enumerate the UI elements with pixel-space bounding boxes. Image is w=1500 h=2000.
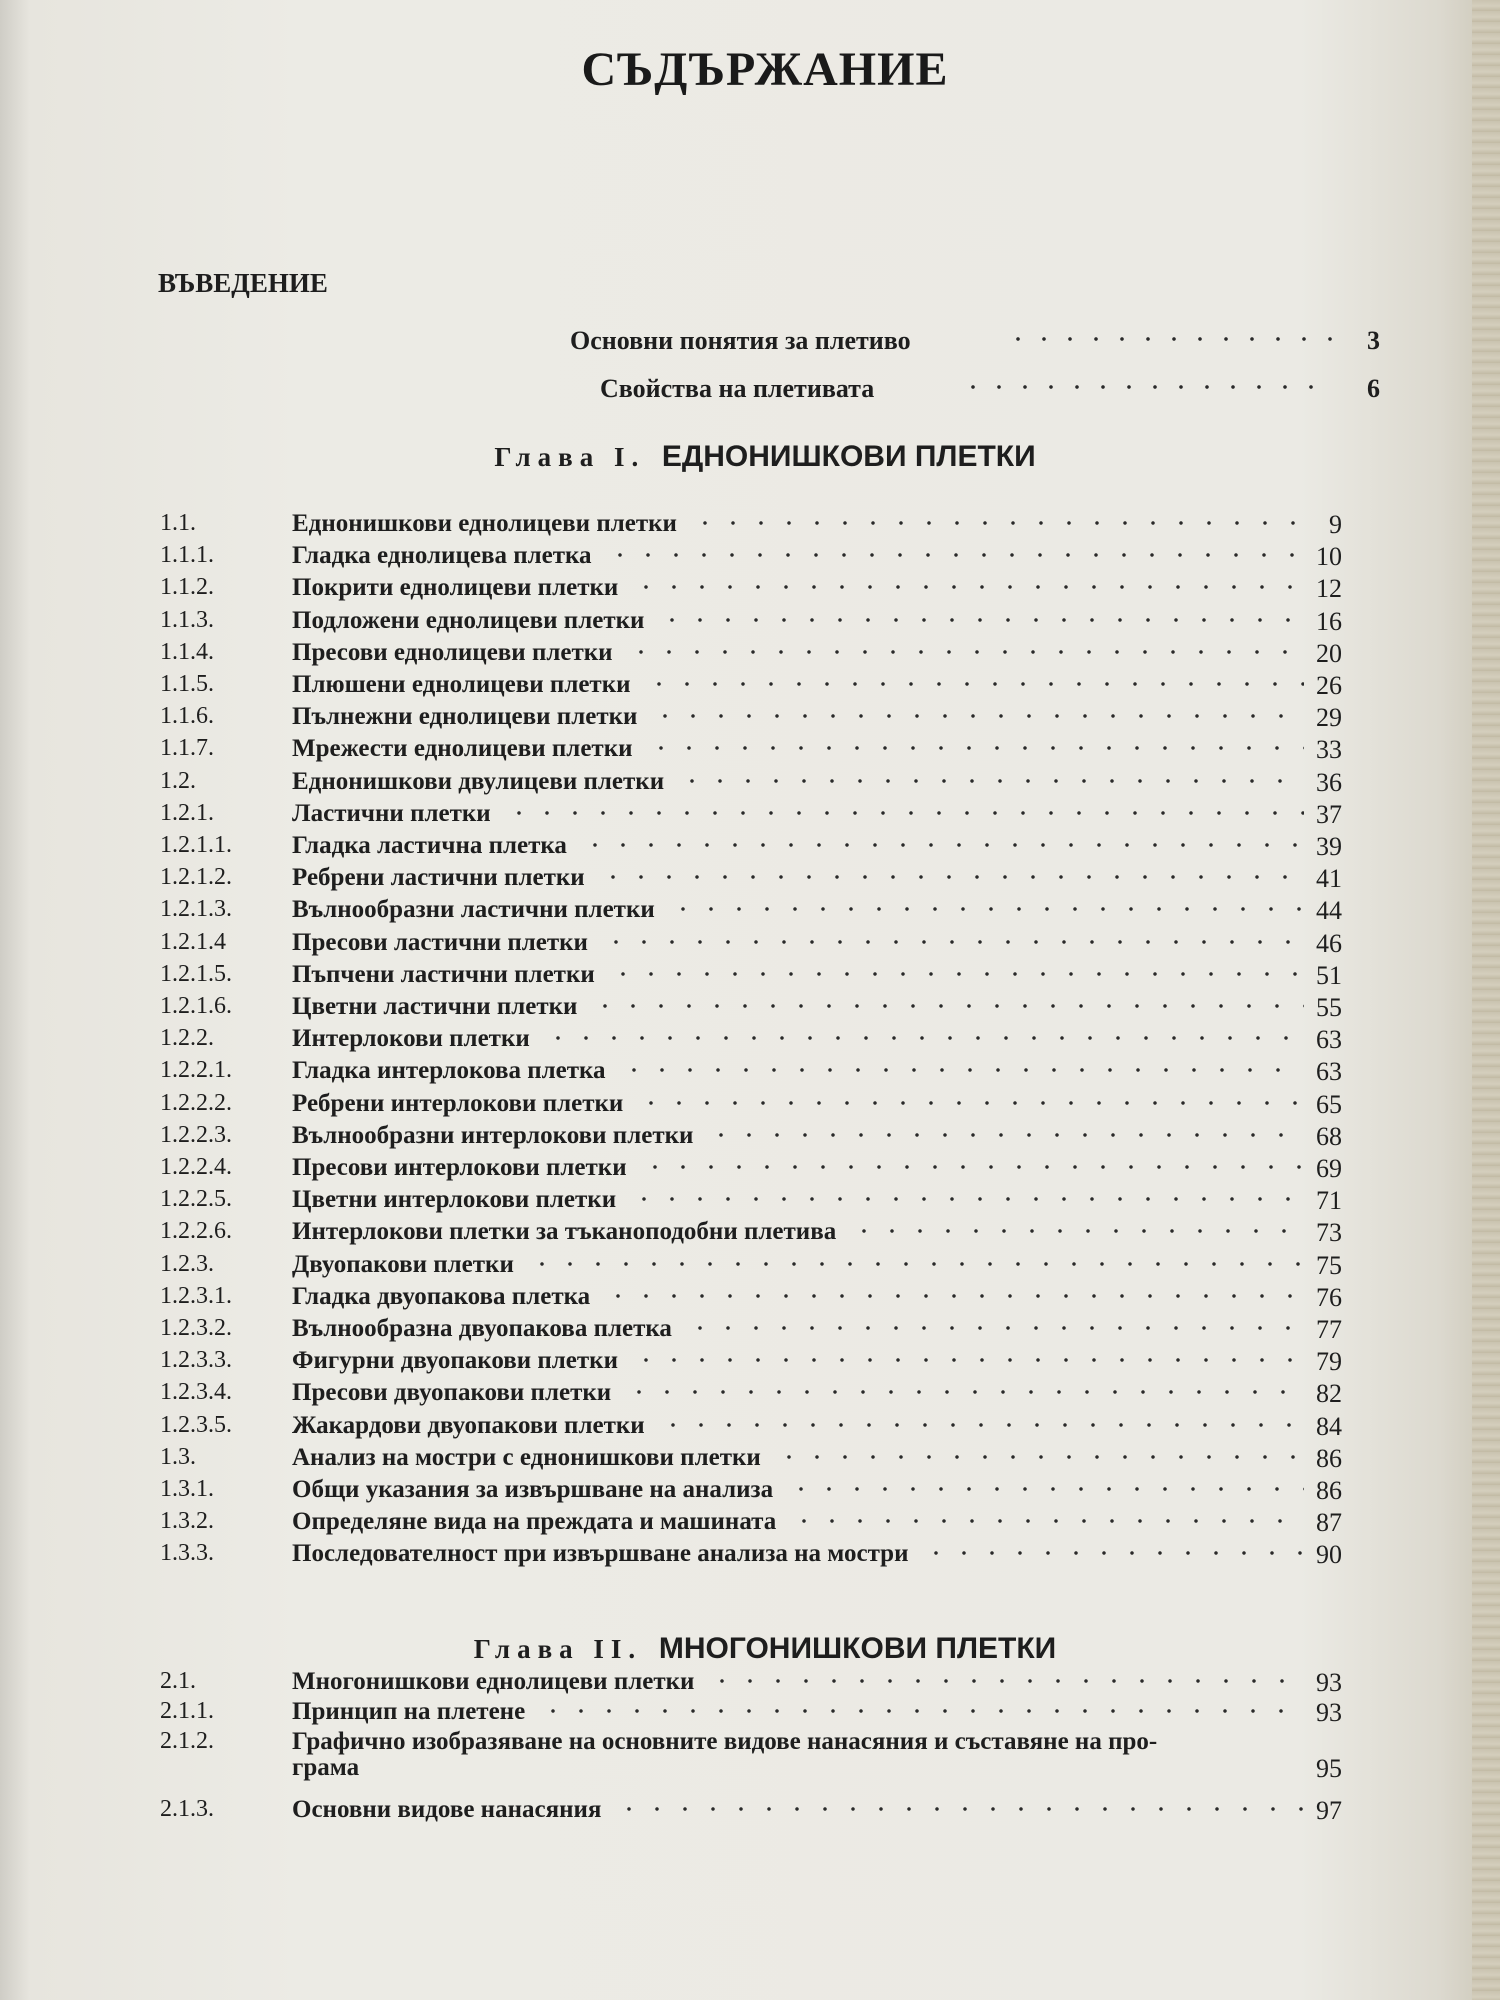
toc-entry-title: Пълнежни еднолицеви плетки <box>292 703 638 731</box>
toc-entry-page: 37 <box>1316 799 1342 829</box>
toc-entry-title: Покрити еднолицеви плетки <box>292 574 619 602</box>
toc-entry-title: Двуопакови плетки <box>292 1250 514 1278</box>
toc-entry-page: 33 <box>1316 735 1342 765</box>
toc-entry-page: 95 <box>1316 1754 1342 1783</box>
dot-leader <box>686 1325 1304 1331</box>
toc-entry-page: 86 <box>1316 1443 1342 1473</box>
toc-entry-title: Пресови ластични плетки <box>292 928 588 956</box>
dot-leader <box>790 1518 1304 1524</box>
intro-heading: ВЪВЕДЕНИЕ <box>158 268 328 298</box>
toc-entry-page: 84 <box>1316 1411 1342 1441</box>
toc-entry-number: 1.2.1.6. <box>160 993 232 1019</box>
toc-entry-title: Жакардови двуопакови плетки <box>292 1411 645 1439</box>
toc-entry-page: 63 <box>1316 1025 1342 1055</box>
intro-item-text: Свойства на плетивата <box>600 374 875 403</box>
toc-entry-page: 73 <box>1316 1218 1342 1248</box>
toc-entry-page: 86 <box>1316 1476 1342 1505</box>
toc-entry-page: 93 <box>1316 1668 1342 1697</box>
dot-leader <box>632 584 1304 590</box>
dot-leader <box>609 971 1304 977</box>
dot-leader <box>599 874 1304 880</box>
toc-entry-number: 1.2.2.5. <box>160 1186 232 1213</box>
toc-entry-page: 75 <box>1316 1250 1342 1280</box>
toc-entry-number: 1.2.1. <box>160 799 214 826</box>
dot-leader <box>658 617 1304 623</box>
toc-entry-title: Гладка еднолицева плетка <box>292 542 592 570</box>
dot-leader <box>960 384 1330 390</box>
toc-entry-title: Многонишкови еднолицеви плетки <box>292 1668 695 1695</box>
toc-entry-title: Вълнообразна двуопакова плетка <box>292 1315 672 1342</box>
toc-entry-number: 1.2.3.2. <box>160 1315 232 1341</box>
toc-entry-title: Ребрени ластични плетки <box>292 864 585 892</box>
dot-leader <box>630 1196 1304 1202</box>
toc-entry-title: Вълнообразни ластични плетки <box>292 896 655 924</box>
toc-entry-page: 76 <box>1316 1282 1342 1312</box>
toc-entry-title: Пъпчени ластични плетки <box>292 960 595 988</box>
toc-entry-page: 90 <box>1316 1540 1342 1570</box>
intro-item-text: Основни понятия за плетиво <box>570 326 911 355</box>
toc-entry-number: 1.2.3.3. <box>160 1347 232 1374</box>
toc-entry-number: 1.2.2.3. <box>160 1121 232 1148</box>
toc-entry-title: Интерлокови плетки за тъканоподобни плетива <box>292 1218 837 1246</box>
toc-entry-page: 68 <box>1316 1121 1342 1151</box>
toc-entry-page: 55 <box>1316 993 1342 1022</box>
toc-entry-page: 63 <box>1316 1057 1342 1087</box>
toc-entry-page: 97 <box>1316 1796 1342 1825</box>
dot-leader <box>615 1806 1304 1812</box>
toc-entry-page: 79 <box>1316 1347 1342 1377</box>
chapter-title: ЕДНОНИШКОВИ ПЛЕТКИ <box>661 440 1036 473</box>
toc-entry-number: 2.1. <box>160 1668 196 1694</box>
toc-entry-title: Ластични плетки <box>292 799 491 827</box>
toc-entry-number: 1.2. <box>160 767 196 794</box>
toc-entry-title: Последователност при извършване анализа на мостри <box>292 1540 909 1568</box>
dot-leader <box>1005 336 1335 342</box>
toc-entry-page: 39 <box>1316 832 1342 861</box>
toc-entry-page: 10 <box>1316 542 1342 572</box>
toc-entry-number: 1.2.2.6. <box>160 1218 232 1245</box>
toc-entry-title: Еднонишкови двулицеви плетки <box>292 767 665 795</box>
toc-entry-number: 1.1. <box>160 510 196 536</box>
chapter-heading <box>0 440 1500 474</box>
chapter-title: МНОГОНИШКОВИ ПЛЕТКИ <box>658 1632 1057 1665</box>
toc-entry-number: 1.1.3. <box>160 606 214 633</box>
dot-leader <box>641 1164 1304 1170</box>
dot-leader <box>505 810 1304 816</box>
dot-leader <box>632 1357 1304 1363</box>
dot-leader <box>678 778 1304 784</box>
toc-entry-page: 93 <box>1316 1698 1342 1727</box>
toc-entry-page: 12 <box>1316 574 1342 604</box>
toc-entry-page: 51 <box>1316 960 1342 990</box>
toc-entry-page: 36 <box>1316 767 1342 797</box>
toc-entry-number: 2.1.3. <box>160 1796 214 1822</box>
toc-entry-title: Пресови интерлокови плетки <box>292 1154 627 1181</box>
toc-entry-number: 1.2.3. <box>160 1250 214 1277</box>
toc-entry-number: 1.2.3.1. <box>160 1282 232 1309</box>
toc-entry-page: 77 <box>1316 1315 1342 1344</box>
dot-leader <box>602 939 1304 945</box>
dot-leader <box>707 1132 1304 1138</box>
toc-entry-number: 1.1.4. <box>160 638 214 665</box>
toc-entry-title: Гладка интерлокова плетка <box>292 1057 606 1085</box>
dot-leader <box>528 1261 1304 1267</box>
dot-leader <box>581 842 1304 848</box>
chapter-heading <box>0 1632 1500 1666</box>
toc-entry-title: Мрежести еднолицеви плетки <box>292 735 633 763</box>
toc-entry-number: 1.2.3.4. <box>160 1379 232 1406</box>
toc-entry-page: 87 <box>1316 1508 1342 1538</box>
toc-entry-title: Общи указания за извършване на анализа <box>292 1476 774 1503</box>
toc-entry-title: Графично изобразяване на основните видове нанасяния и съставяне на про- <box>292 1728 1158 1755</box>
dot-leader <box>645 681 1304 687</box>
dot-leader <box>787 1486 1304 1492</box>
dot-leader <box>637 1100 1304 1106</box>
dot-leader <box>922 1550 1304 1556</box>
toc-entry-number: 1.2.2. <box>160 1025 214 1052</box>
toc-entry-number: 1.2.1.1. <box>160 832 232 858</box>
toc-entry-number: 1.2.1.5. <box>160 960 232 987</box>
toc-entry-number: 1.3.3. <box>160 1540 214 1567</box>
toc-entry-page: 26 <box>1316 671 1342 700</box>
toc-entry-title: Принцип на плетене <box>292 1698 526 1725</box>
toc-entry-title: Пресови еднолицеви плетки <box>292 638 613 666</box>
dot-leader <box>850 1228 1304 1234</box>
toc-entry-number: 1.1.1. <box>160 542 214 569</box>
toc-entry-title: Плюшени еднолицеви плетки <box>292 671 631 698</box>
dot-leader <box>604 1293 1304 1299</box>
toc-entry-title: Подложени еднолицеви плетки <box>292 606 645 634</box>
toc-entry-number: 1.3. <box>160 1443 196 1470</box>
toc-entry-number: 1.2.2.4. <box>160 1154 232 1180</box>
toc-entry-title: Ребрени интерлокови плетки <box>292 1089 624 1117</box>
dot-leader <box>591 1003 1304 1009</box>
page-edge <box>1472 0 1500 2000</box>
toc-entry-title: Пресови двуопакови плетки <box>292 1379 612 1407</box>
toc-entry-title: Фигурни двуопакови плетки <box>292 1347 618 1375</box>
dot-leader <box>647 745 1304 751</box>
toc-entry-page: 20 <box>1316 638 1342 668</box>
toc-entry-number: 1.2.1.2. <box>160 864 232 891</box>
toc-entry-page: 41 <box>1316 864 1342 894</box>
toc-entry-title: Еднонишкови еднолицеви плетки <box>292 510 677 537</box>
toc-entry-number: 1.1.5. <box>160 671 214 697</box>
toc-entry-title: Цветни ластични плетки <box>292 993 578 1020</box>
dot-leader <box>708 1678 1304 1684</box>
toc-entry-title: Вълнообразни интерлокови плетки <box>292 1121 694 1149</box>
toc-entry-number: 2.1.1. <box>160 1698 214 1724</box>
dot-leader <box>625 1389 1304 1395</box>
dot-leader <box>606 552 1304 558</box>
toc-entry-number: 1.2.1.4 <box>160 928 226 955</box>
dot-leader <box>544 1035 1304 1041</box>
toc-entry-title: Определяне вида на преждата и машината <box>292 1508 777 1536</box>
toc-entry-number: 2.1.2. <box>160 1728 214 1754</box>
toc-entry-number: 1.1.7. <box>160 735 214 762</box>
toc-entry-number: 1.3.2. <box>160 1508 214 1535</box>
toc-entry-page: 9 <box>1329 510 1342 539</box>
toc-entry-title: Гладка двуопакова плетка <box>292 1282 591 1310</box>
dot-leader <box>669 906 1304 912</box>
dot-leader <box>627 649 1304 655</box>
toc-entry-page: 71 <box>1316 1186 1342 1216</box>
dot-leader <box>691 520 1317 526</box>
toc-entry-number: 1.2.2.2. <box>160 1089 232 1116</box>
intro-item-page: 6 <box>1367 374 1380 403</box>
intro-item-page: 3 <box>1367 326 1380 355</box>
toc-entry-page: 65 <box>1316 1089 1342 1119</box>
toc-entry-page: 69 <box>1316 1154 1342 1183</box>
toc-entry-page: 16 <box>1316 606 1342 636</box>
chapter-label: Глава II. <box>473 1634 643 1664</box>
toc-entry-number: 1.2.1.3. <box>160 896 232 923</box>
toc-entry-title: Гладка ластична плетка <box>292 832 567 859</box>
dot-leader <box>651 713 1304 719</box>
toc-entry-page: 82 <box>1316 1379 1342 1409</box>
toc-entry-page: 44 <box>1316 896 1342 926</box>
toc-entry-number: 1.1.2. <box>160 574 214 601</box>
page-title: СЪДЪРЖАНИЕ <box>581 43 949 96</box>
toc-entry-number: 1.2.2.1. <box>160 1057 232 1084</box>
toc-entry-number: 1.1.6. <box>160 703 214 730</box>
intro-item <box>600 374 1380 410</box>
toc-entry-number: 1.3.1. <box>160 1476 214 1502</box>
dot-leader <box>620 1067 1304 1073</box>
toc-entry-number: 1.2.3.5. <box>160 1411 232 1438</box>
toc-entry-page: 29 <box>1316 703 1342 733</box>
dot-leader <box>775 1454 1304 1460</box>
chapter-label: Глава I. <box>494 442 646 472</box>
dot-leader <box>659 1422 1304 1428</box>
intro-item <box>570 326 1380 362</box>
dot-leader <box>539 1708 1304 1714</box>
toc-entry-title: Основни видове нанасяния <box>292 1796 602 1823</box>
toc-entry-title: Интерлокови плетки <box>292 1025 530 1053</box>
toc-entry-title-continued: грама <box>292 1754 360 1781</box>
toc-entry-title: Цветни интерлокови плетки <box>292 1186 617 1214</box>
toc-entry-page: 46 <box>1316 928 1342 958</box>
toc-entry-title: Анализ на мостри с еднонишкови плетки <box>292 1443 761 1471</box>
